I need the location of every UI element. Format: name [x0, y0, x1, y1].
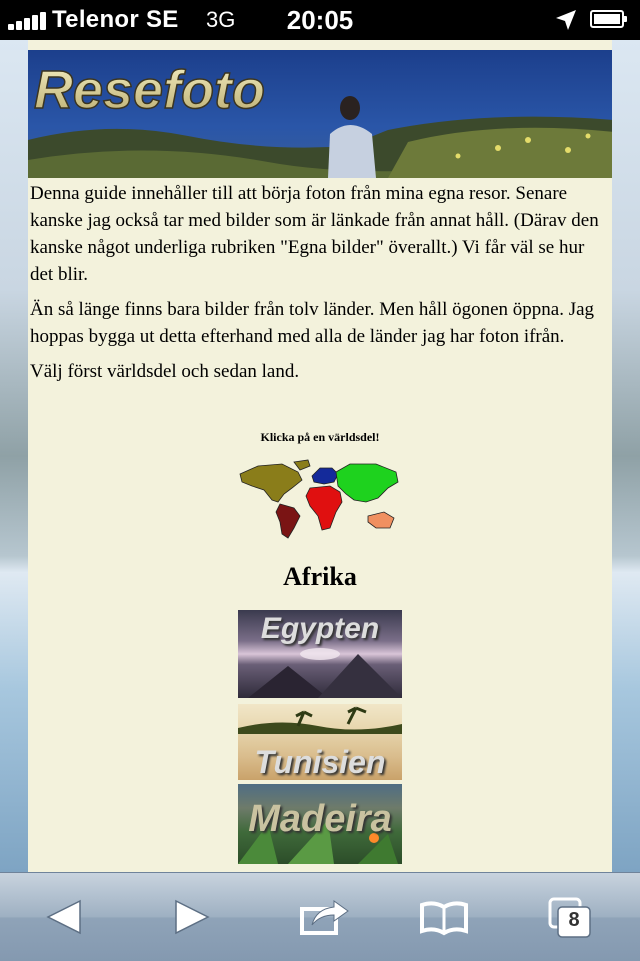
country-label-tunisien: Tunisien — [254, 744, 386, 780]
africa-region[interactable] — [306, 486, 342, 530]
network-type: 3G — [206, 7, 236, 32]
europe-region[interactable] — [312, 468, 338, 484]
banner-image — [28, 50, 612, 178]
browser-toolbar — [0, 872, 640, 961]
world-map[interactable] — [238, 458, 402, 540]
battery-icon — [590, 10, 630, 30]
page-background-right — [612, 40, 640, 872]
clock: 20:05 — [286, 5, 354, 35]
country-link-madeira[interactable] — [238, 784, 402, 864]
continent-title: Afrika — [283, 562, 357, 591]
carrier-label: Telenor SE — [52, 6, 179, 33]
country-link-egypten[interactable] — [238, 610, 402, 698]
country-label-madeira: Madeira — [248, 798, 392, 840]
back-icon[interactable] — [34, 891, 94, 943]
map-hint: Klicka på en världsdel! — [260, 430, 380, 444]
page-background-left — [0, 40, 28, 872]
web-content — [28, 40, 612, 872]
intro-paragraph-2: Än så länge finns bara bilder från tolv länder. Men håll ögonen öppna. Jag hoppas bygga ut detta efterhand med alla de länder jag har foton ifrån. — [30, 299, 595, 347]
forward-icon[interactable] — [162, 891, 222, 943]
oceania-region[interactable] — [368, 512, 394, 528]
tabs-button[interactable] — [542, 891, 602, 943]
intro-text — [30, 180, 608, 393]
share-icon[interactable] — [292, 891, 352, 943]
tabs-count: 8 — [568, 909, 580, 931]
country-link-tunisien[interactable] — [238, 704, 402, 780]
intro-paragraph-1: Denna guide innehåller till att börja foton från mina egna resor. Senare kanske jag också tar med bilder som är länkade från annat håll. (Därav den kanske något underliga rubriken "Egna bilder" överallt.) Vi får väl se hur det blir. — [30, 183, 599, 285]
intro-paragraph-3: Välj först världsdel och sedan land. — [30, 361, 300, 382]
country-label-egypten: Egypten — [260, 612, 380, 645]
south-america-region[interactable] — [276, 504, 300, 538]
banner-title: Resefoto — [34, 60, 266, 120]
location-arrow-icon — [554, 8, 578, 32]
asia-region[interactable] — [336, 464, 398, 502]
north-america-region[interactable] — [240, 464, 302, 502]
bookmarks-icon[interactable] — [414, 891, 474, 943]
status-bar — [0, 0, 640, 40]
